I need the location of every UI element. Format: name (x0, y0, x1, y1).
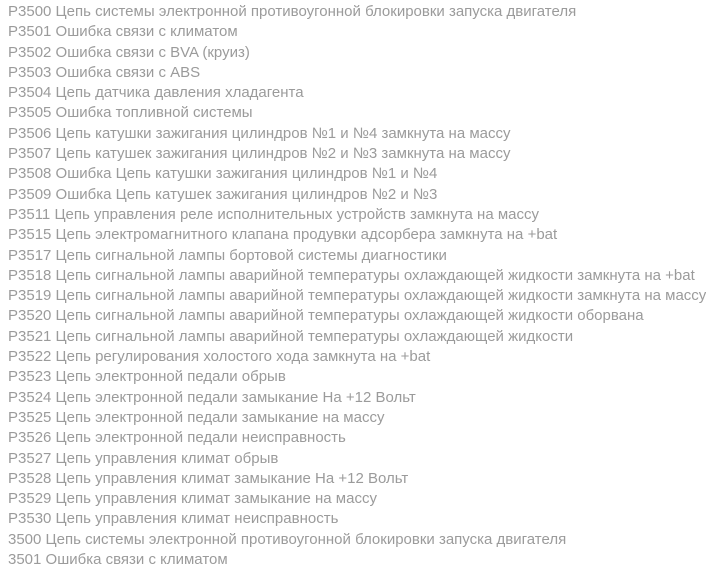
dtc-code: P3515 (8, 226, 52, 244)
dtc-description: Цепь сигнальной лампы аварийной температуры охлаждающей жидкости замкнута на +bat (55, 266, 695, 284)
dtc-code: P3523 (8, 368, 52, 386)
dtc-code: P3503 (8, 63, 52, 81)
dtc-description: Цепь управления климат неисправность (55, 510, 339, 528)
dtc-description: Цепь электронной педали замыкание На +12 Вольт (55, 388, 416, 406)
list-item (8, 43, 692, 63)
list-item (8, 428, 692, 448)
dtc-description: Цепь датчика давления хладагента (55, 84, 304, 102)
list-item (8, 205, 692, 225)
dtc-description: Цепь управления реле исполнительных устройств замкнута на массу (54, 205, 539, 223)
dtc-code: P3528 (8, 469, 52, 487)
list-item (8, 530, 692, 550)
dtc-code: 3500 (8, 530, 42, 548)
dtc-code: P3500 (8, 3, 52, 20)
dtc-code: P3506 (8, 124, 52, 142)
dtc-description: Цепь катушки зажигания цилиндров №1 и №4 замкнута на массу (55, 124, 511, 142)
list-item (8, 286, 706, 306)
dtc-code: P3505 (8, 104, 52, 122)
dtc-code: P3526 (8, 429, 52, 447)
dtc-code: P3520 (8, 307, 52, 325)
list-item (8, 103, 692, 123)
dtc-description: Цепь управления климат замыкание на массу (55, 490, 377, 508)
list-item (8, 469, 692, 489)
list-item (8, 306, 692, 326)
dtc-description: Ошибка топливной системы (55, 104, 253, 122)
list-item (8, 83, 692, 103)
list-item (8, 63, 692, 83)
dtc-code: P3530 (8, 510, 52, 528)
dtc-description: Цепь управления климат замыкание На +12 Вольт (55, 469, 409, 487)
list-item (8, 509, 692, 529)
dtc-description: Цепь сигнальной лампы аварийной температуры охлаждающей жидкости замкнута на массу (55, 287, 706, 305)
dtc-code: P3517 (8, 246, 52, 264)
dtc-code: P3522 (8, 348, 52, 366)
list-item (8, 144, 692, 164)
list-item (8, 246, 692, 266)
dtc-code: P3519 (8, 287, 52, 305)
dtc-code: 3501 (8, 551, 42, 569)
list-item (8, 327, 692, 347)
dtc-description: Цепь сигнальной лампы бортовой системы диагностики (55, 246, 447, 264)
dtc-description: Ошибка связи с климатом (45, 551, 228, 569)
dtc-description: Цепь сигнальной лампы аварийной температуры охлаждающей жидкости (55, 327, 574, 345)
list-item (8, 185, 692, 205)
list-item (8, 2, 692, 22)
dtc-description: Цепь электронной педали обрыв (55, 368, 286, 386)
list-item (8, 367, 692, 387)
dtc-description: Ошибка Цепь катушек зажигания цилиндров №2 и №3 (55, 185, 438, 203)
dtc-description: Цепь управления климат обрыв (55, 449, 279, 467)
list-item (8, 550, 692, 570)
dtc-description: Цепь электронной педали неисправность (55, 429, 346, 447)
list-item (8, 347, 692, 367)
dtc-code: P3525 (8, 408, 52, 426)
dtc-code: P3527 (8, 449, 52, 467)
list-item (8, 225, 692, 245)
dtc-code: P3529 (8, 490, 52, 508)
dtc-code: P3502 (8, 43, 52, 61)
list-item (8, 266, 695, 286)
list-item (8, 22, 692, 42)
dtc-description: Цепь электронной педали замыкание на массу (55, 408, 385, 426)
dtc-code: P3507 (8, 145, 52, 163)
dtc-code: P3524 (8, 388, 52, 406)
dtc-description: Цепь системы электронной противоугонной блокировки запуска двигателя (55, 3, 577, 20)
dtc-code: P3518 (8, 266, 52, 284)
dtc-description: Цепь системы электронной противоугонной блокировки запуска двигателя (45, 530, 567, 548)
list-item (8, 489, 692, 509)
dtc-description: Цепь электромагнитного клапана продувки адсорбера замкнута на +bat (55, 226, 558, 244)
dtc-description: Ошибка Цепь катушки зажигания цилиндров №1 и №4 (55, 165, 438, 183)
dtc-code: P3509 (8, 185, 52, 203)
dtc-code: P3521 (8, 327, 52, 345)
dtc-description: Цепь сигнальной лампы аварийной температуры охлаждающей жидкости оборвана (55, 307, 644, 325)
dtc-code: P3511 (8, 205, 51, 223)
dtc-description: Цепь регулирования холостого хода замкнута на +bat (55, 348, 431, 366)
list-item (8, 164, 692, 184)
dtc-code: P3508 (8, 165, 52, 183)
dtc-description: Ошибка связи с климатом (55, 23, 238, 41)
dtc-code: P3504 (8, 84, 52, 102)
list-item (8, 449, 692, 469)
dtc-description: Ошибка связи с ABS (55, 63, 201, 81)
dtc-code: P3501 (8, 23, 52, 41)
list-item (8, 408, 692, 428)
list-item (8, 388, 692, 408)
dtc-description: Ошибка связи с BVA (круиз) (55, 43, 250, 61)
list-item (8, 124, 692, 144)
dtc-description: Цепь катушек зажигания цилиндров №2 и №3 замкнута на массу (55, 145, 511, 163)
